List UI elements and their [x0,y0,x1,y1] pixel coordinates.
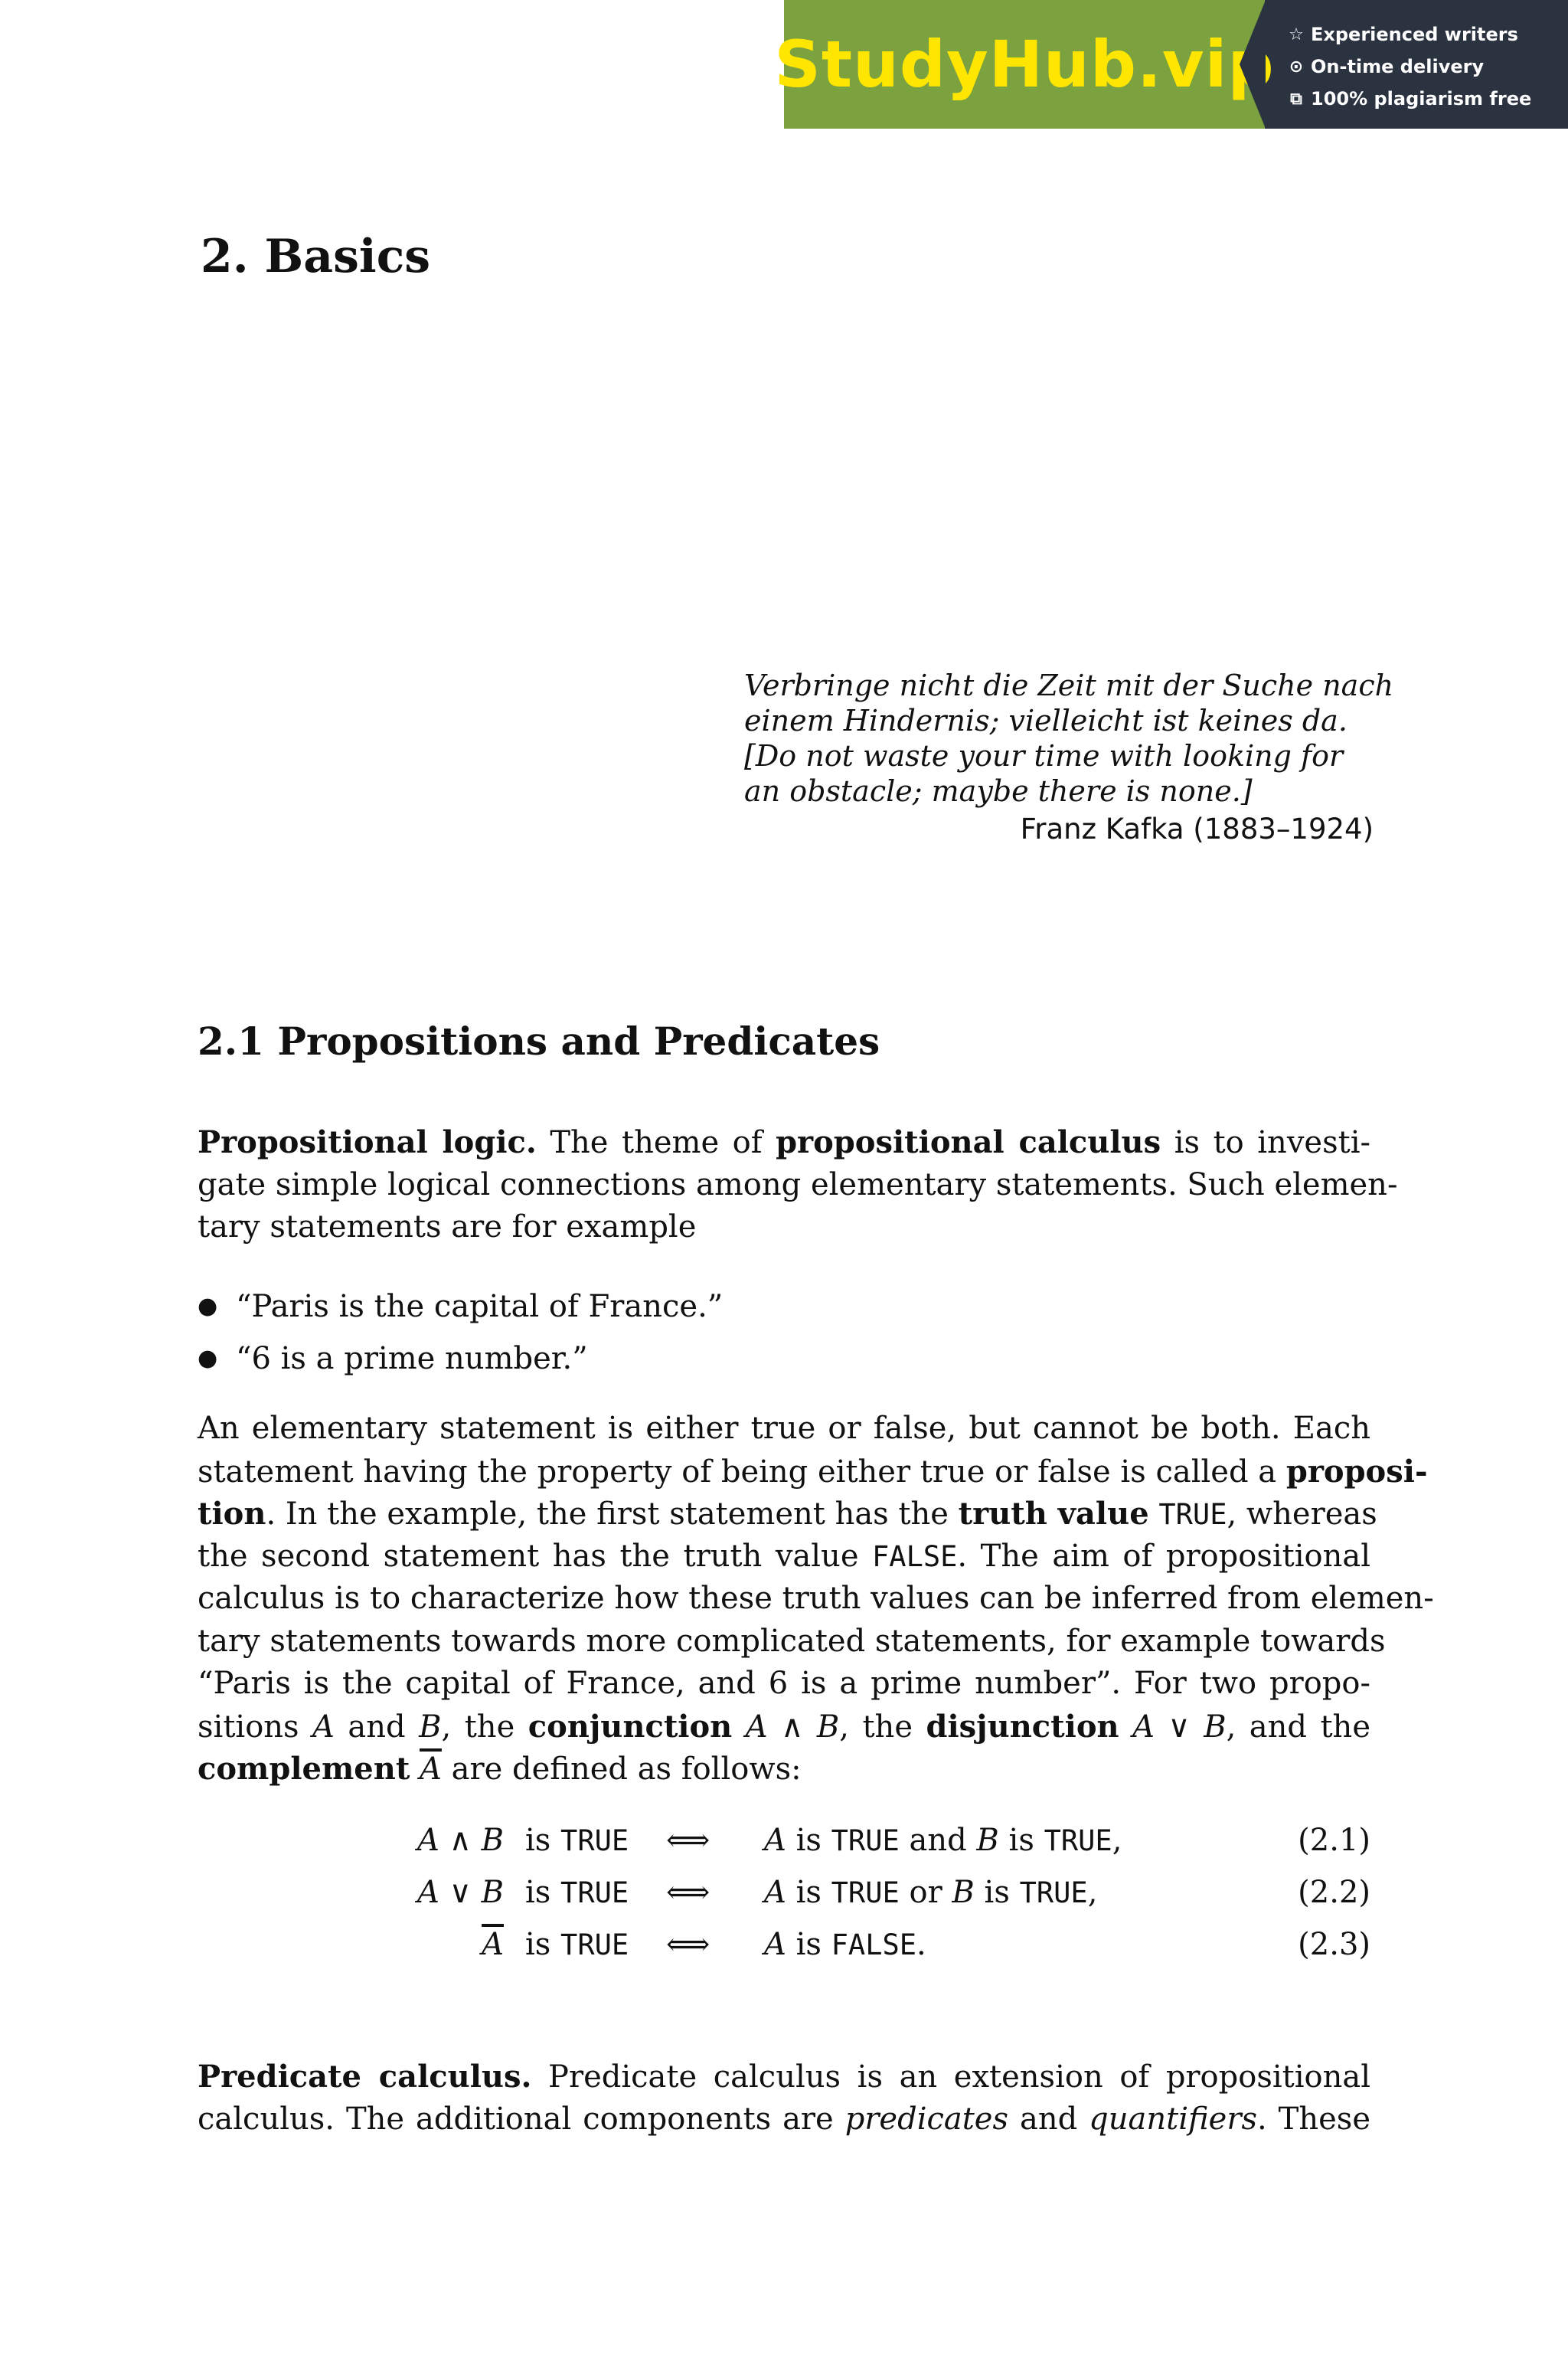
equation-condition [525,1823,629,1858]
code-term: TRUE [831,1876,900,1909]
term: proposi- [1285,1453,1428,1490]
text-run: , [1087,1875,1098,1910]
text-run [1119,1709,1132,1745]
text-run: . [916,1927,926,1962]
list-item [198,1281,723,1333]
text-run: is [795,1823,822,1858]
code-term: TRUE [1019,1876,1088,1909]
intro-paragraph [198,1121,1398,1249]
equation-2-3 [0,1927,1568,1973]
text-line [198,1536,1370,1578]
text-run: , and the [1226,1709,1370,1745]
logo-text: StudyHub.vip [774,27,1275,102]
equation-number: (2.1) [1298,1823,1370,1858]
paragraph-heading: Propositional logic. [198,1124,537,1160]
text-line: An elementary statement is either true or false, but cannot be both. Each [198,1411,1370,1446]
text-run: and [909,1823,967,1858]
math-var: A [764,1875,786,1910]
text-line [198,2056,1370,2098]
predicate-paragraph [198,2056,1370,2141]
math-var: B [952,1875,975,1910]
code-term: FALSE [831,1928,917,1961]
term: truth value [958,1496,1149,1532]
term: complement [198,1751,410,1787]
code-term: TRUE [560,1928,629,1961]
text-line [198,1121,1370,1164]
text-run: , the [441,1709,528,1745]
copy-icon: ⧉ [1290,89,1302,109]
code-term: FALSE [872,1539,958,1573]
text-run [410,1752,420,1787]
text-run: . In the example, the first statement has the [266,1496,959,1532]
epigraph-line: einem Hindernis; vielleicht ist keines da. [744,704,1348,738]
equation-condition [525,1927,629,1962]
example-list [198,1281,723,1385]
proposition-paragraph [198,1408,1434,1791]
text-line: calculus is to characterize how these truth values can be inferred from elemen- [198,1581,1434,1616]
iff-symbol: ⟺ [666,1927,710,1962]
feature-label: 100% plagiarism free [1311,88,1532,110]
epigraph-line: Verbringe nicht die Zeit mit der Suche nach [744,669,1394,702]
text-run: is [525,1927,551,1962]
text-run: , the [839,1709,926,1745]
list-item-text: “Paris is the capital of France.” [236,1289,724,1324]
section-title: 2.1 Propositions and Predicates [198,1019,880,1064]
text-run: . The aim of propositional [957,1538,1371,1574]
text-run: or [909,1875,942,1910]
text-run: is [795,1875,822,1910]
equation-number: (2.3) [1298,1927,1370,1962]
epigraph [744,668,1394,847]
math-var: A [764,1927,786,1962]
math-var: $\overline{A}$ [420,1752,442,1787]
text-run [732,1709,745,1745]
emphasis: quantifiers [1089,2101,1257,2137]
text-run: , [1112,1823,1122,1858]
text-run: sitions [198,1709,313,1745]
text-run: is [795,1927,822,1962]
epigraph-author: Franz Kafka (1883–1924) [1020,813,1374,846]
equation-lhs: A ∧ B [417,1823,504,1858]
epigraph-line: an obstacle; maybe there is none.] [744,774,1253,808]
text-run: is [525,1875,551,1910]
text-run: calculus. The additional components are [198,2101,845,2137]
feature-label: On-time delivery [1311,56,1485,77]
term: propositional calculus [776,1124,1161,1160]
feature-experienced [1288,18,1568,51]
text-run: are defined as follows: [441,1752,802,1787]
equation-lhs: $\overline{A}$ [482,1927,504,1962]
chapter-title: 2. Basics [201,230,430,283]
text-line: “Paris is the capital of France, and 6 is a prime number”. For two propo- [198,1666,1370,1701]
equation-rhs [764,1927,926,1962]
text-run: statement having the property of being either true or false is called a [198,1454,1286,1490]
math-var: B [419,1709,442,1745]
code-term: TRUE [1044,1824,1112,1857]
text-line: gate simple logical connections among elementary statements. Such elemen- [198,1166,1398,1202]
feature-plagiarism [1288,83,1568,115]
text-line [198,1451,1428,1493]
text-line [198,2098,1370,2141]
text-run: . These [1257,2101,1370,2137]
epigraph-line: [Do not waste your time with looking for [744,739,1344,773]
feature-label: Experienced writers [1311,24,1518,45]
text-run: and [1008,2101,1089,2137]
list-item-text: “6 is a prime number.” [236,1341,588,1376]
iff-symbol: ⟺ [666,1875,710,1910]
text-run: Predicate calculus is an extension of propositional [531,2059,1370,2095]
text-run: is to investi- [1161,1125,1370,1160]
equation-condition [525,1875,629,1910]
bullet-icon: ● [198,1345,218,1372]
text-line [198,1706,1370,1748]
text-run: is [525,1823,551,1858]
math-expr: A ∨ B [1132,1709,1227,1745]
text-line [198,1748,1370,1791]
feature-delivery [1288,51,1568,83]
text-line [198,1493,1377,1536]
paragraph-heading: Predicate calculus. [198,2059,532,2095]
equation-lhs: A ∨ B [417,1875,504,1910]
text-line: tary statements are for example [198,1209,697,1245]
math-expr: A ∧ B [745,1709,840,1745]
text-run: is [1008,1823,1034,1858]
iff-symbol: ⟺ [666,1823,710,1858]
studyhub-logo[interactable] [774,0,1275,129]
code-term: TRUE [560,1824,629,1857]
code-term: TRUE [1158,1498,1227,1531]
text-line: tary statements towards more complicated statements, for example towards [198,1623,1386,1659]
math-var: A [764,1823,786,1858]
text-run: is [984,1875,1010,1910]
text-run: and [334,1709,420,1745]
bullet-icon: ● [198,1293,218,1320]
term: conjunction [528,1708,733,1745]
studyhub-banner[interactable] [774,0,1568,129]
text-run: the second statement has the truth value [198,1538,873,1574]
math-var: B [976,1823,999,1858]
star-icon: ☆ [1289,25,1304,44]
term: disjunction [926,1708,1119,1745]
equation-2-1 [0,1823,1568,1869]
equation-number: (2.2) [1298,1875,1370,1910]
banner-features [1265,0,1568,129]
math-var: A [312,1709,335,1745]
text-run: The theme of [536,1125,776,1160]
code-term: TRUE [831,1824,900,1857]
equation-rhs [764,1823,1122,1858]
text-run: , whereas [1227,1496,1377,1532]
text-run [1149,1496,1159,1532]
emphasis: predicates [844,2101,1009,2137]
term: tion [198,1496,266,1532]
code-term: TRUE [560,1876,629,1909]
equation-rhs [764,1875,1097,1910]
equation-2-2 [0,1875,1568,1921]
list-item [198,1333,723,1385]
clock-icon: ⊙ [1289,57,1304,77]
